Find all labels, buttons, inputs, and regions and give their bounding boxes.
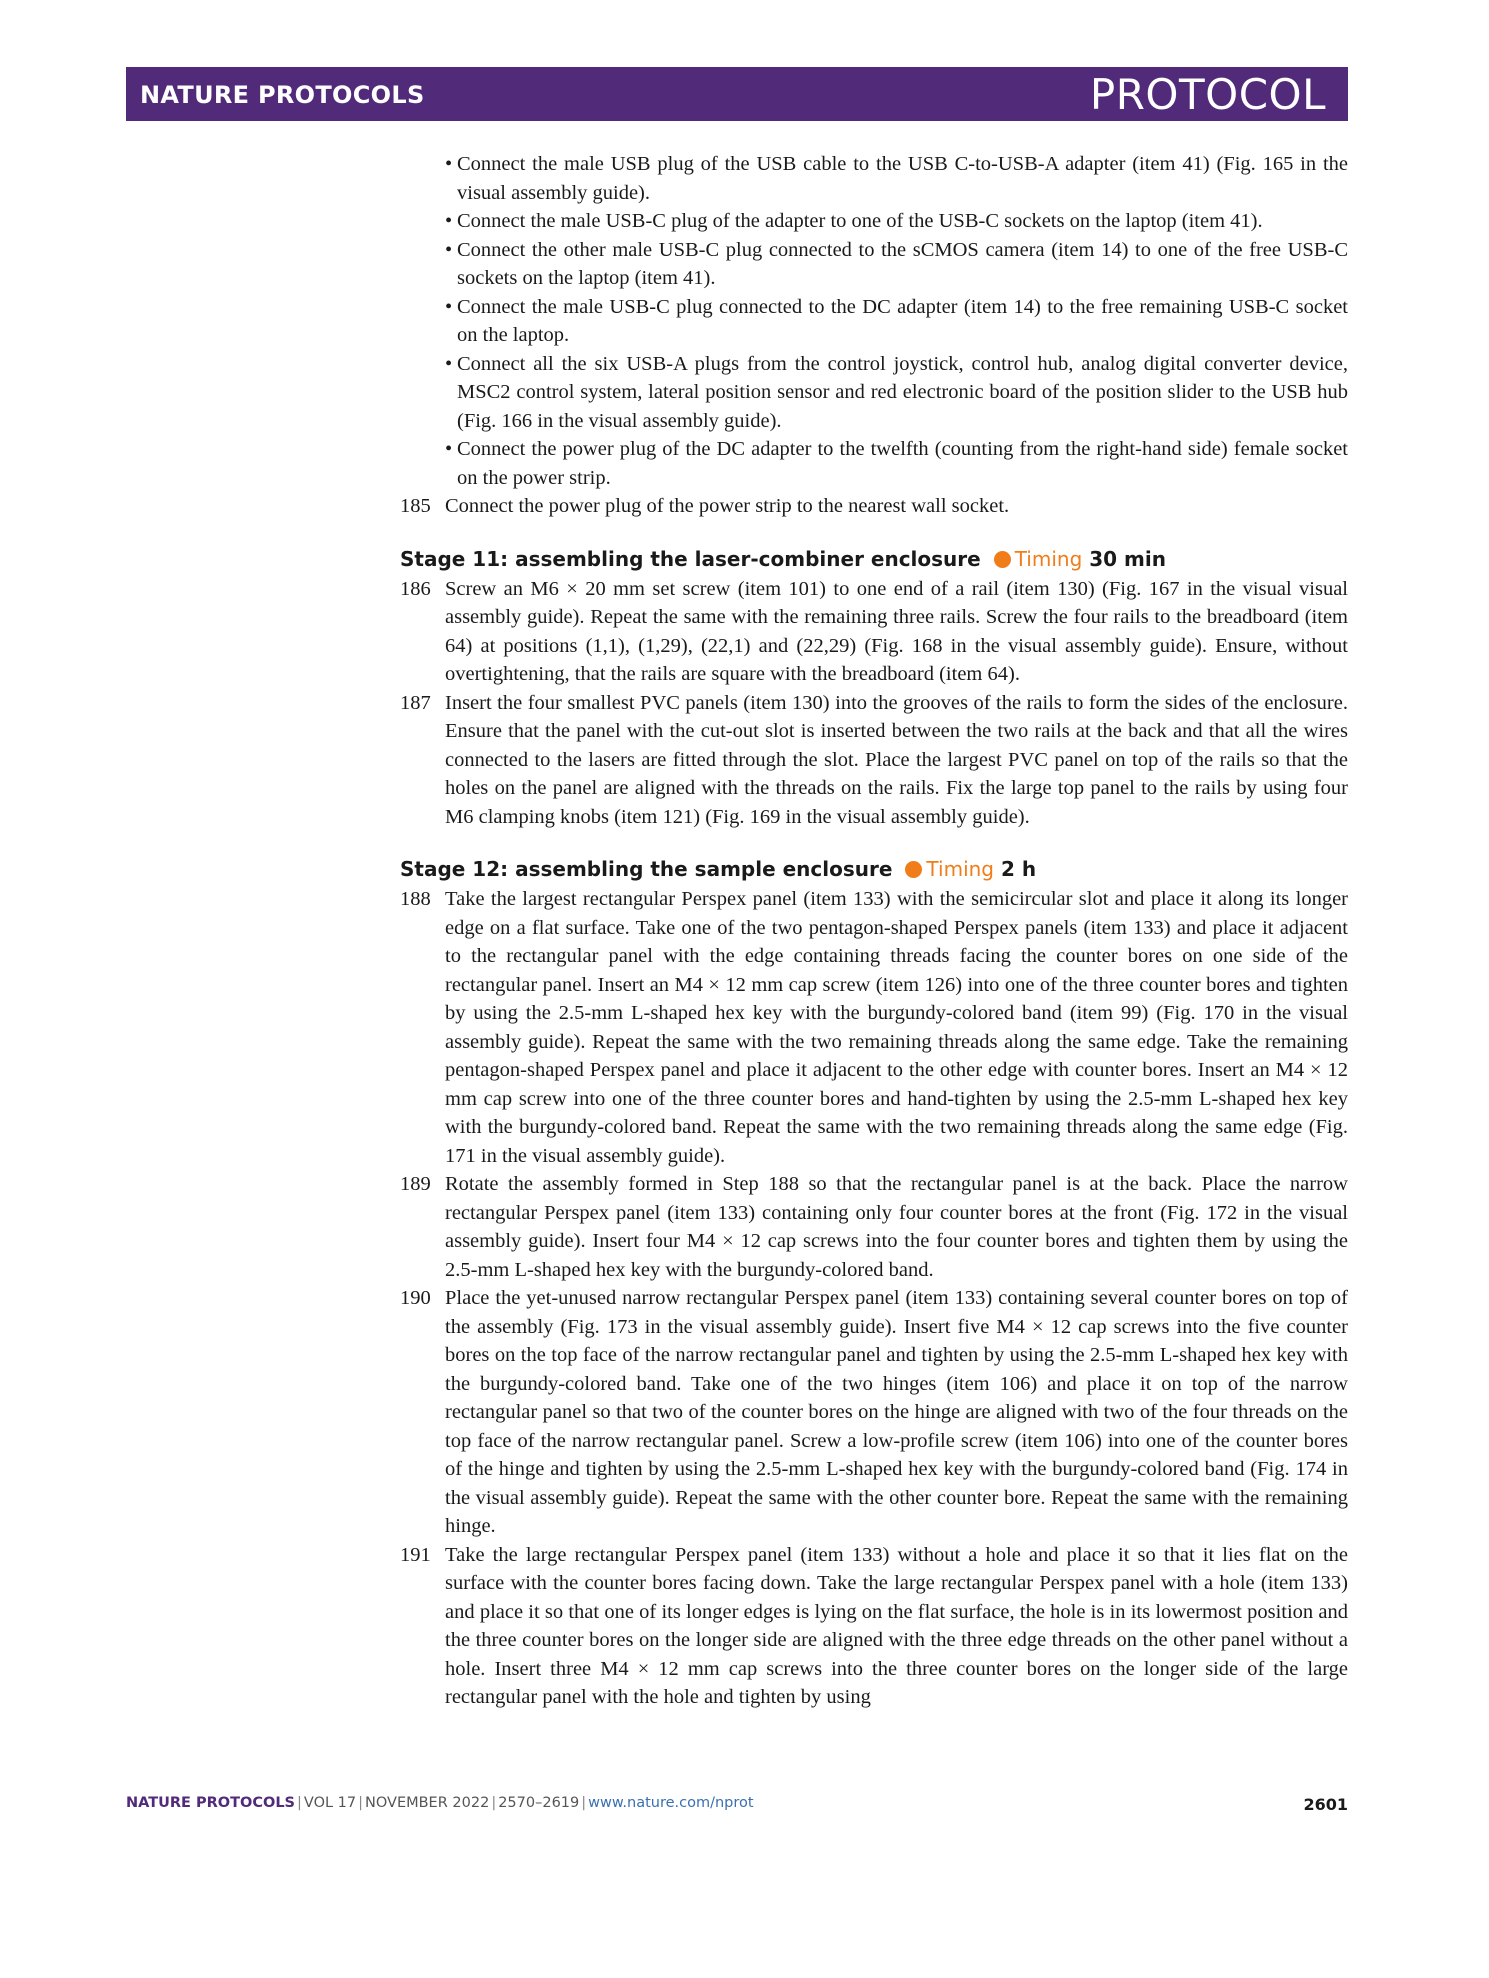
step-188: [390, 885, 1348, 1170]
bullet-item: [390, 293, 1348, 350]
bullet-item: [390, 435, 1348, 492]
stage-title: Stage 11: assembling the laser-combiner enclosure: [400, 546, 981, 571]
step-text: Take the largest rectangular Perspex panel (item 133) with the semicircular slot and place it along its longer edge on a flat surface. Take one of the two pentagon-shaped Perspex panels (item 133) and place it adjacent to the rectangular panel with the edge containing threads facing the counter bores on one side of the rectangular panel. Insert an M4 × 12 mm cap screw (item 126) into one of the three counter bores and tighten by using the 2.5-mm L-shaped hex key with the burgundy-colored band (item 99) (Fig. 170 in the visual assembly guide). Repeat the same with the two remaining threads along the same edge. Take the remaining pentagon-shaped Perspex panel and place it adjacent to the other edge with counter bores. Insert an M4 × 12 mm cap screw into one of the three counter bores and hand-tighten by using the 2.5-mm L-shaped hex key with the burgundy-colored band. Repeat the same with the two remaining threads along the same edge (Fig. 171 in the visual assembly guide).: [445, 888, 1348, 1167]
bullet-text: Connect the male USB-C plug of the adapter to one of the USB-C sockets on the laptop (item 41).: [457, 210, 1263, 232]
step-190: [390, 1284, 1348, 1541]
stage-11-heading: [390, 545, 1348, 573]
article-type: PROTOCOL: [1089, 70, 1326, 119]
stage-12-heading: [390, 855, 1348, 883]
step-text: Place the yet-unused narrow rectangular Perspex panel (item 133) containing several counter bores on top of the assembly (Fig. 173 in the visual assembly guide). Insert five M4 × 12 cap screws into the five counter bores on the top face of the narrow rectangular panel and tighten by using the 2.5-mm L-shaped hex key with the burgundy-colored band. Take one of the two hinges (item 106) and place it on top of the narrow rectangular panel so that two of the counter bores on the hinge are aligned with two of the four threads on the top face of the narrow rectangular panel. Screw a low-profile screw (item 106) into one of the counter bores of the hinge and tighten by using the 2.5-mm L-shaped hex key with the burgundy-colored band (Fig. 174 in the visual assembly guide). Repeat the same with the other counter bore. Repeat the same with the remaining hinge.: [445, 1287, 1348, 1537]
footer-separator: |: [358, 1795, 364, 1811]
step-number: 191: [400, 1543, 431, 1566]
bullet-text: Connect the other male USB-C plug connected to the sCMOS camera (item 14) to one of the free USB-C sockets on the laptop (item 41).: [457, 238, 1348, 289]
bullet-text: Connect the power plug of the DC adapter to the twelfth (counting from the right-hand side) female socket on the power strip.: [457, 438, 1348, 489]
footer-separator: |: [581, 1795, 587, 1811]
bullet-text: Connect the male USB plug of the USB cable to the USB C-to-USB-A adapter (item 41) (Fig. 165 in the visual assembly guide).: [457, 153, 1348, 204]
step-text: Insert the four smallest PVC panels (item 130) into the grooves of the rails to form the sides of the enclosure. Ensure that the panel with the cut-out slot is inserted between the two rails at the back and that all the wires connected to the lasers are fitted through the slot. Place the largest PVC panel on top of the rails so that the holes on the panel are aligned with the threads on the rails. Fix the large top panel to the rails by using four M6 clamping knobs (item 121) (Fig. 169 in the visual assembly guide).: [445, 691, 1348, 828]
page-number: 2601: [1303, 1795, 1348, 1814]
footer-url-link[interactable]: www.nature.com/nprot: [588, 1795, 754, 1811]
bullet-dot-icon: •: [445, 438, 453, 460]
step-187: [390, 689, 1348, 832]
footer-separator: |: [297, 1795, 302, 1811]
timing-value: 2 h: [1000, 857, 1037, 881]
timing-value: 30 min: [1089, 546, 1166, 571]
step-189: [390, 1170, 1348, 1284]
footer-journal: NATURE PROTOCOLS: [126, 1795, 296, 1811]
step-text: Take the large rectangular Perspex panel (item 133) without a hole and place it so that it lies flat on the surface with the counter bores facing down. Take the large rectangular Perspex panel with a hole (item 133) and place it so that one of its longer edges is lying on the flat surface, the hole is in its lowermost position and the three counter bores on the longer side are aligned with the three edge threads on the other panel without a hole. Insert three M4 × 12 mm cap screws into the three counter bores on the longer side of the large rectangular panel with the hole and tighten by using: [445, 1543, 1348, 1708]
footer-volume: VOL 17: [303, 1795, 357, 1811]
page-footer: [126, 1795, 1348, 1819]
bullet-item: [390, 350, 1348, 436]
bullet-dot-icon: •: [445, 238, 453, 261]
bullet-text: Connect all the six USB-A plugs from the control joystick, control hub, analog digital converter device, MSC2 control system, lateral position sensor and red electronic board of the position slider to the USB hub (Fig. 166 in the visual assembly guide).: [457, 352, 1348, 432]
bullet-item: [390, 236, 1348, 293]
bullet-item: [390, 207, 1348, 236]
article-body: [390, 150, 1348, 1712]
step-191: [390, 1541, 1348, 1712]
timing-label: Timing: [1014, 546, 1083, 571]
bullet-dot-icon: •: [445, 153, 453, 175]
step-number: 188: [400, 888, 431, 910]
journal-header-bar: [126, 67, 1348, 121]
footer-pages: 2570–2619: [498, 1795, 580, 1811]
step-number: 189: [400, 1173, 431, 1195]
bullet-text: Connect the male USB-C plug connected to the DC adapter (item 14) to the free remaining USB-C socket on the laptop.: [457, 295, 1348, 346]
bullet-dot-icon: •: [445, 210, 453, 232]
step-number: 185: [400, 495, 431, 517]
journal-name: NATURE PROTOCOLS: [140, 81, 425, 109]
step-text: Rotate the assembly formed in Step 188 so that the rectangular panel is at the back. Place the narrow rectangular Perspex panel (item 133) containing only four counter bores at the front (Fig. 172 in the visual assembly guide). Insert four M4 × 12 cap screws into the four counter bores and tighten them by using the 2.5-mm L-shaped hex key with the burgundy-colored band.: [445, 1173, 1348, 1281]
footer-date: NOVEMBER 2022: [365, 1795, 490, 1811]
step-185: [390, 492, 1348, 521]
step-number: 190: [400, 1287, 431, 1309]
timing-dot-icon: [905, 861, 922, 878]
timing-dot-icon: [994, 551, 1011, 568]
step-186: [390, 575, 1348, 689]
step-text: Connect the power plug of the power strip to the nearest wall socket.: [445, 495, 1010, 517]
bullet-dot-icon: •: [445, 352, 453, 375]
step-number: 187: [400, 691, 431, 714]
footer-separator: |: [491, 1795, 497, 1811]
step-number: 186: [400, 577, 431, 600]
stage-title: Stage 12: assembling the sample enclosure: [400, 857, 893, 881]
bullet-item: [390, 150, 1348, 207]
timing-label: Timing: [926, 857, 994, 881]
bullet-dot-icon: •: [445, 295, 453, 318]
step-text: Screw an M6 × 20 mm set screw (item 101) to one end of a rail (item 130) (Fig. 167 in the visual visual assembly guide). Repeat the same with the remaining three rails. Screw the four rails to the breadboard (item 64) at positions (1,1), (1,29), (22,1) and (22,29) (Fig. 168 in the visual assembly guide). Ensure, without overtightening, that the rails are square with the breadboard (item 64).: [445, 577, 1348, 685]
